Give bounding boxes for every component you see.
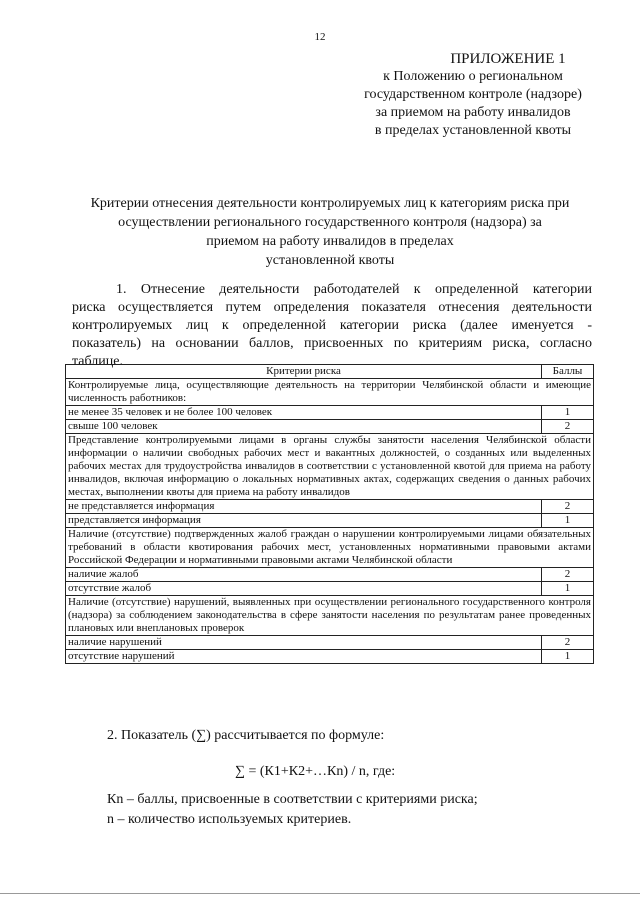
page-number: 12 (314, 31, 326, 43)
criterion-points: 2 (542, 420, 594, 434)
title-line: осуществлении регионального государственного контроля (надзора) за (118, 215, 542, 230)
table-row (66, 636, 594, 650)
criteria-table (65, 364, 594, 664)
legend-line: Кn – баллы, присвоенные в соответствии с критериями риска; (107, 792, 478, 807)
intro-line: риска осуществляется путем определения показателя отнесения деятельности (72, 300, 592, 315)
table-group-row (66, 379, 594, 406)
criterion-points: 1 (542, 582, 594, 596)
table-group-row (66, 596, 594, 636)
appendix-title: ПРИЛОЖЕНИЕ 1 (450, 51, 566, 67)
criterion-points: 2 (542, 636, 594, 650)
table-row (66, 568, 594, 582)
criterion-text: представляется информация (66, 514, 542, 528)
intro-paragraph (72, 281, 592, 371)
criterion-group-text: Наличие (отсутствие) нарушений, выявленных при осуществлении регионального государственного контроля (надзора) за соблюдением законодательства в сфере занятости населения по результатам ранее проведенных плановых или внеплановых проверок (66, 596, 594, 636)
criterion-text: свыше 100 человек (66, 420, 542, 434)
appendix-line: к Положению о региональном (383, 69, 563, 84)
table-row (66, 514, 594, 528)
formula-legend (107, 790, 478, 830)
criterion-group-text: Представление контролируемыми лицами в органы службы занятости населения Челябинской области информации о наличии свободных рабочих мест и вакантных должностей, о созданных или выделенных рабочих местах для трудоустройства инвалидов в соответствии с установленной квотой для приема на работу инвалидов, включая информацию о локальных нормативных актах, содержащих сведения о данных рабочих местах, выполнении квоты для приема на работу инвалидов (66, 434, 594, 500)
criterion-points: 1 (542, 650, 594, 664)
document-title (60, 194, 600, 270)
criterion-text: наличие нарушений (66, 636, 542, 650)
table-header-row (66, 365, 594, 379)
criterion-points: 2 (542, 568, 594, 582)
formula-label: 2. Показатель (∑) рассчитывается по формуле: (107, 728, 385, 743)
criterion-text: отсутствие жалоб (66, 582, 542, 596)
criterion-text: наличие жалоб (66, 568, 542, 582)
criterion-text: не представляется информация (66, 500, 542, 514)
appendix-line: государственном контроле (надзоре) (364, 87, 582, 102)
table-group-row (66, 528, 594, 568)
criterion-group-text: Контролируемые лица, осуществляющие деятельность на территории Челябинской области и имеющие численность работников: (66, 379, 594, 406)
table-row (66, 582, 594, 596)
appendix-line: в пределах установленной квоты (374, 123, 572, 138)
appendix-line: за приемом на работу инвалидов (375, 105, 571, 120)
criteria-header: Критерии риска (66, 365, 542, 379)
criterion-points: 1 (542, 406, 594, 420)
table-row (66, 650, 594, 664)
legend-line: n – количество используемых критериев. (107, 812, 352, 827)
table-row (66, 406, 594, 420)
criterion-points: 2 (542, 500, 594, 514)
table-row (66, 420, 594, 434)
criterion-points: 1 (542, 514, 594, 528)
table-group-row (66, 434, 594, 500)
title-line: Критерии отнесения деятельности контролируемых лиц к категориям риска при (90, 196, 570, 211)
criterion-text: отсутствие нарушений (66, 650, 542, 664)
intro-line: контролируемых лиц к определенной категории риска (далее именуется - (72, 318, 592, 333)
title-line: установленной квоты (265, 253, 395, 268)
intro-line: таблице. (72, 354, 123, 369)
table-row (66, 500, 594, 514)
criterion-text: не менее 35 человек и не более 100 человек (66, 406, 542, 420)
formula: ∑ = (К1+К2+…Кn) / n, где: (235, 764, 396, 779)
title-line: приемом на работу инвалидов в пределах (206, 234, 454, 249)
criterion-group-text: Наличие (отсутствие) подтвержденных жалоб граждан о нарушении контролируемыми лицами обязательных требований в области квотирования рабочих мест, установленных нормативными правовыми актами Российской Федерации и нормативными правовыми актами Челябинской области (66, 528, 594, 568)
intro-line: показатель) на основании баллов, присвоенных по критериям риска, согласно (72, 336, 592, 351)
appendix-block (318, 50, 628, 140)
intro-line: 1. Отнесение деятельности работодателей к определенной категории (116, 282, 592, 297)
points-header: Баллы (542, 365, 594, 379)
footer-divider (0, 893, 640, 894)
